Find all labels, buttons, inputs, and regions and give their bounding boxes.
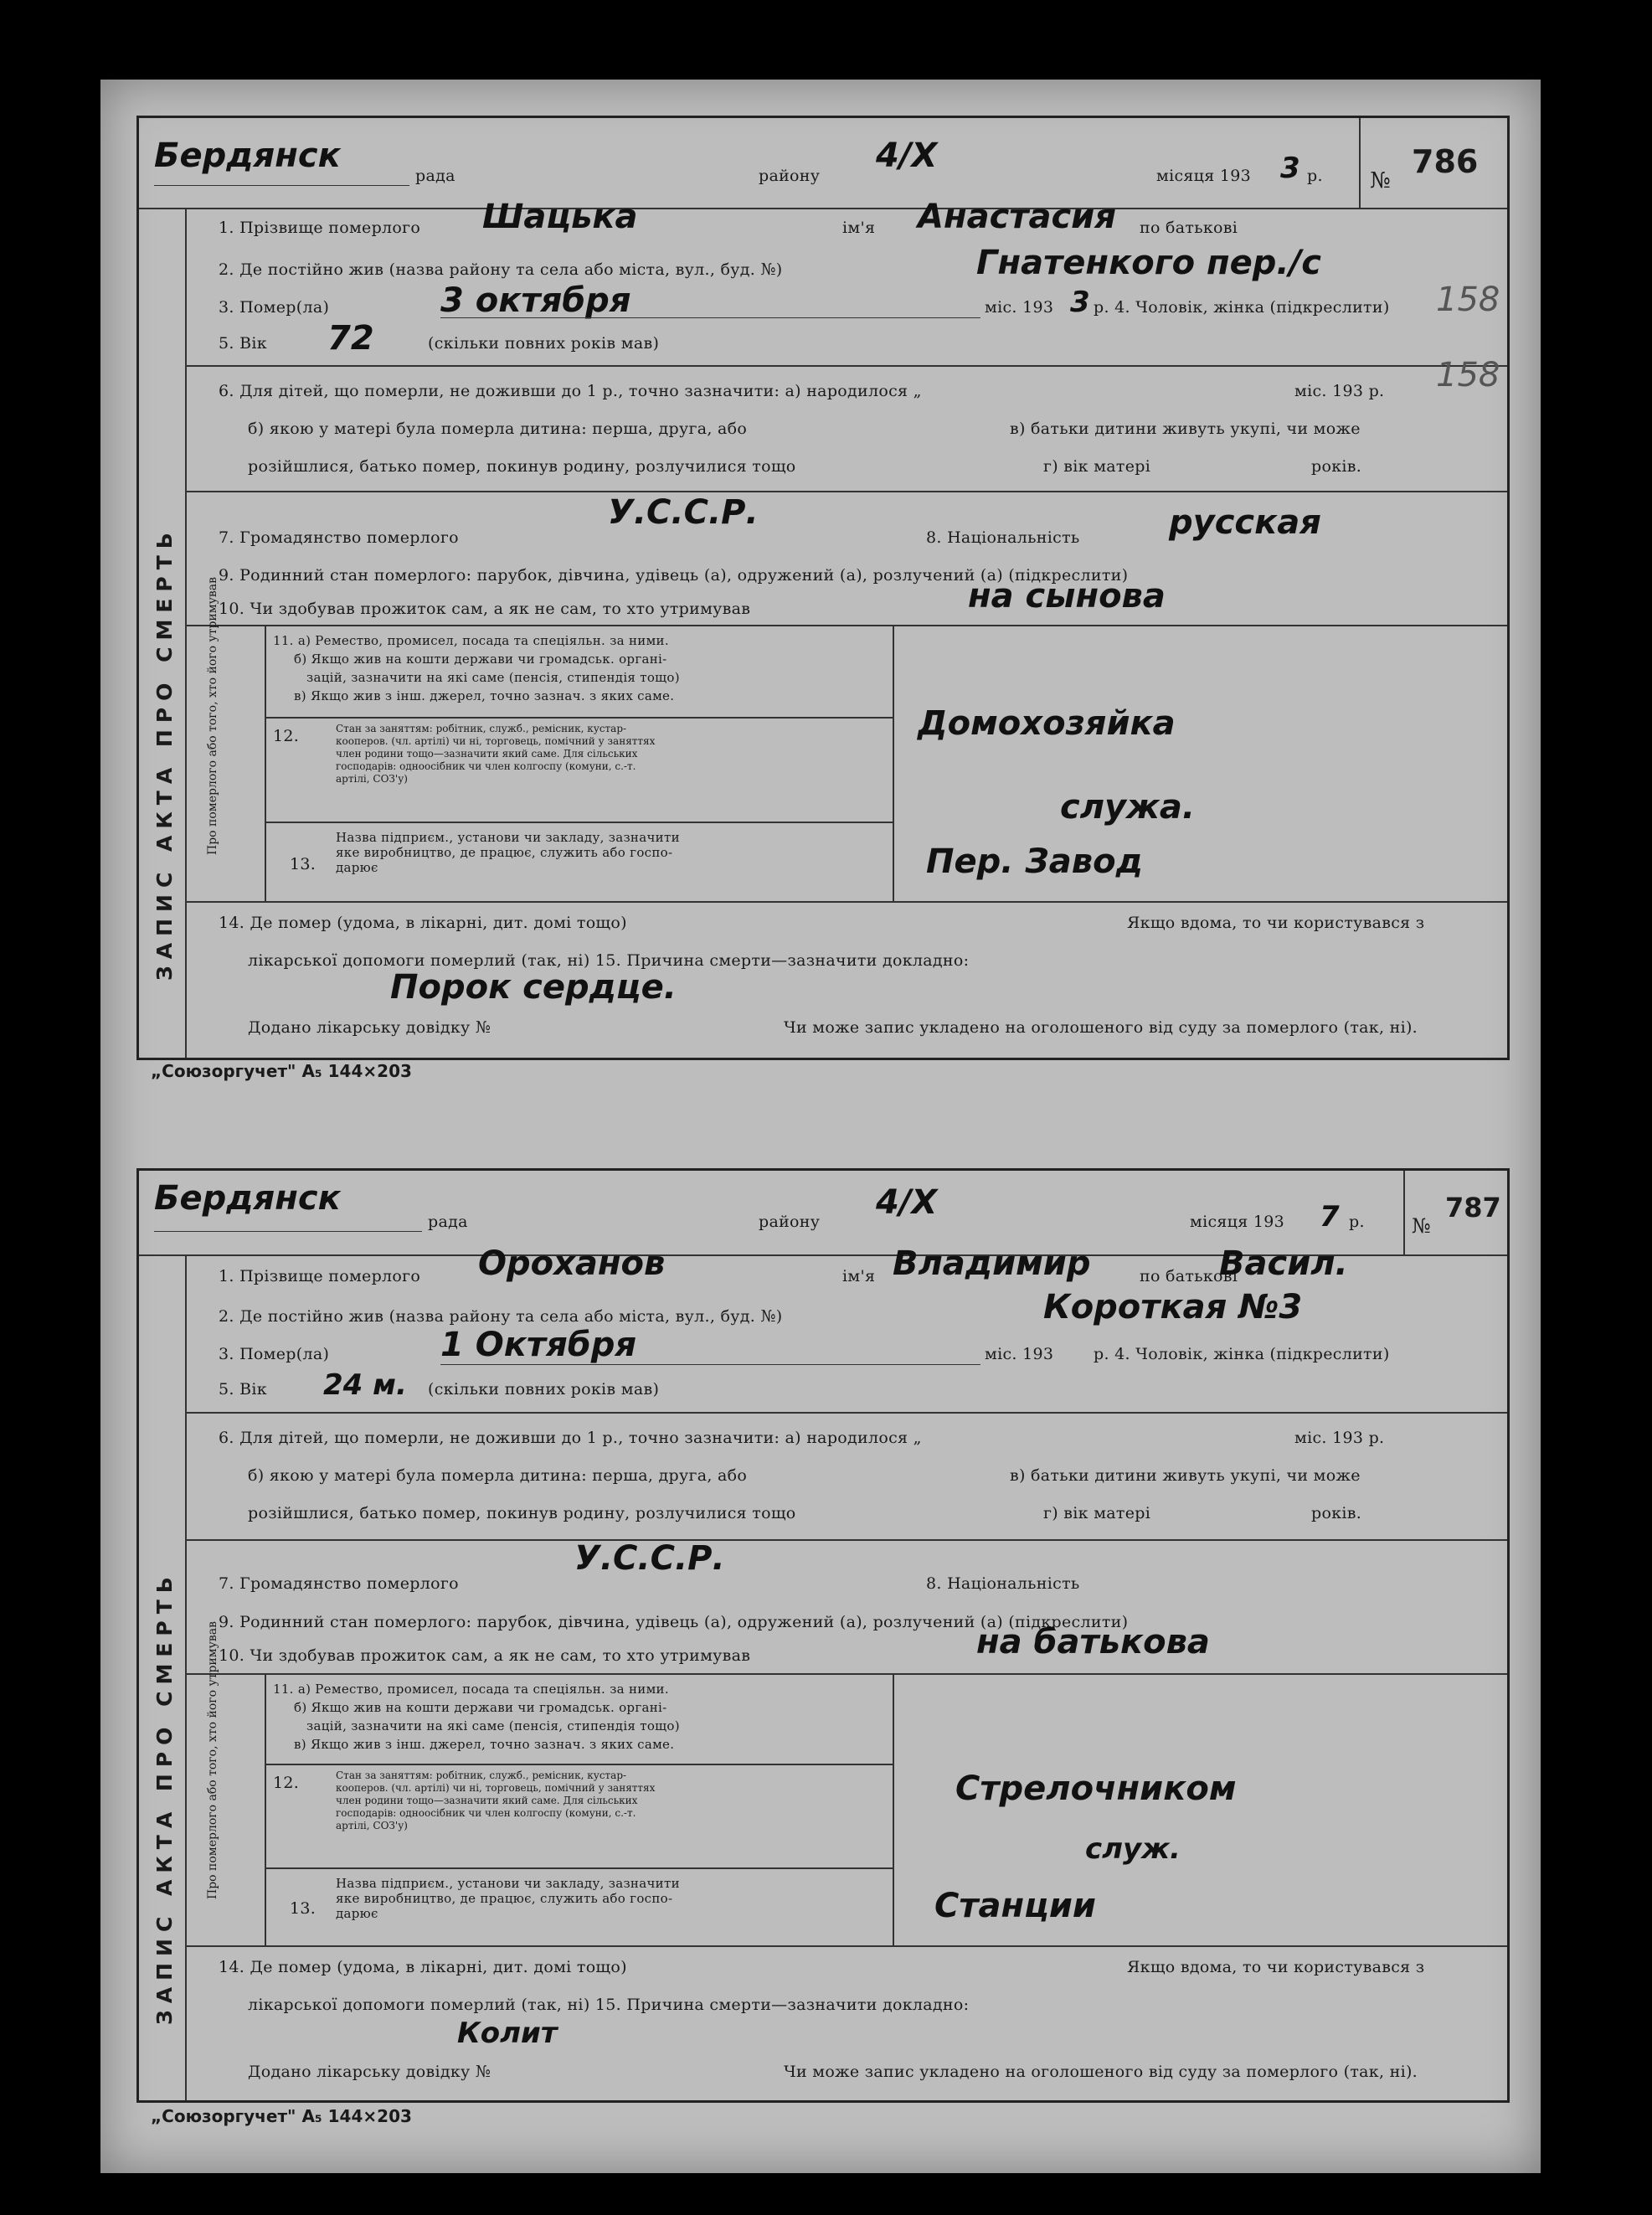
label-12-text: Стан за заняттям: робітник, служб., ремісник, кустар- кооперов. (чл. артілі) чи ні, торговець, помічний у заняттях член родини тощо—зазначити який саме. Для сільських господарів: одноосібник чи член колгоспу (комуни, с.-т. артілі, СОЗ'у) (336, 1769, 656, 1831)
label-11c: в) Якщо жив з інш. джерел, точно зазнач. з яких саме. (294, 1737, 675, 1752)
label-month-year: міс. 193 (985, 298, 1054, 317)
death-record-form-1 (136, 116, 1510, 1060)
rada-label: рада (428, 1213, 468, 1231)
label-address: 2. Де постійно жив (назва району та села або міста, вул., буд. №) (219, 260, 783, 279)
status-value: служа. (1060, 788, 1196, 827)
label-11b2: зацій, зазначити на які саме (пенсія, стипендія тощо) (306, 670, 680, 685)
label-nationality: 8. Національність (926, 1574, 1080, 1593)
death-record-form-2 (136, 1168, 1510, 2103)
side-sub-1: Про померлого або того, хто його утримував (206, 577, 219, 855)
workplace-value: Станции (934, 1887, 1096, 1925)
status-value: служ. (1085, 1832, 1181, 1866)
rada-label: рада (415, 167, 455, 185)
label-med-cert: Додано лікарську довідку № (248, 2063, 491, 2081)
label-supported: 10. Чи здобував прожиток сам, а як не сам, то хто утримував (219, 1646, 751, 1665)
death-year-value: 3 (1070, 286, 1090, 319)
raionu-label: району (759, 167, 821, 185)
label-age-hint: (скільки повних років мав) (428, 334, 660, 353)
cause-value: Колит (457, 2017, 558, 2050)
month-year-label: місяця 193 (1156, 167, 1251, 185)
raionu-label: району (759, 1213, 821, 1231)
label-death-place: 14. Де помер (удома, в лікарні, дит. домі тощо) (219, 1958, 627, 1976)
label-12-text: Стан за заняттям: робітник, служб., ремісник, кустар- кооперов. (чл. артілі) чи ні, торговець, помічний у заняттях член родини тощо—зазначити який саме. Для сільських господарів: одноосібник чи член колгоспу (комуни, с.-т. артілі, СОЗ'у) (336, 723, 656, 785)
label-patronymic: по батькові (1140, 1267, 1238, 1285)
surname-value: Ороханов (478, 1244, 666, 1283)
nationality-value: русская (1169, 503, 1321, 542)
label-cause: лікарської допомоги померлий (так, ні) 15. Причина смерти—зазначити докладно: (248, 951, 970, 970)
label-12: 12. (273, 727, 300, 745)
death-date-value: 1 Октября (440, 1326, 637, 1364)
label-13: 13. (290, 1899, 317, 1918)
label-supported: 10. Чи здобував прожиток сам, а як не сам, то хто утримував (219, 600, 751, 618)
pencil-number-1: 158 (1436, 281, 1500, 319)
rada-value: Бердянск (154, 1179, 341, 1218)
label-died: 3. Помер(ла) (219, 298, 330, 317)
document-sheet (100, 80, 1541, 2173)
label-infant-born: 6. Для дітей, що померли, не доживши до 1 р., точно зазначити: а) народилося „ (219, 1429, 922, 1447)
label-11b2: зацій, зазначити на які саме (пенсія, стипендія тощо) (306, 1718, 680, 1733)
label-sex: р. 4. Чоловік, жінка (підкреслити) (1094, 1345, 1390, 1363)
label-parents: в) батьки дитини живуть укупі, чи може (1010, 420, 1361, 438)
cause-value: Порок сердце. (390, 968, 677, 1007)
label-age: 5. Вік (219, 1380, 267, 1399)
number-label: № (1412, 1214, 1432, 1238)
label-age: 5. Вік (219, 334, 267, 353)
occupation-value: Стрелочником (955, 1769, 1237, 1808)
press-mark-2: „Союзоргучет" А₅ 144×203 (151, 2106, 412, 2126)
label-parents: в) батьки дитини живуть укупі, чи може (1010, 1466, 1361, 1485)
year-digit: 3 (1280, 152, 1300, 185)
label-11a: 11. а) Ремество, промисел, посада та спеціяльн. за ними. (273, 1682, 669, 1697)
citizenship-value: У.С.С.Р. (608, 493, 759, 532)
number-label: № (1370, 168, 1391, 193)
label-infant-month: міс. 193 р. (1294, 1429, 1385, 1447)
r-label: р. (1349, 1213, 1365, 1231)
label-citizenship: 7. Громадянство померлого (219, 1574, 459, 1593)
name-value: Владимир (893, 1244, 1091, 1283)
label-years: років. (1311, 1504, 1362, 1522)
address-value: Короткая №3 (1043, 1288, 1303, 1326)
patronymic-value: Васил. (1219, 1244, 1348, 1283)
label-11b: б) Якщо жив на кошти держави чи громадськ. органі- (294, 652, 667, 667)
address-value: Гнатенкого пер./с (976, 244, 1321, 282)
label-patronymic: по батькові (1140, 219, 1238, 237)
label-surname: 1. Прізвище померлого (219, 219, 421, 237)
supported-value: на батькова (976, 1623, 1210, 1661)
label-died: 3. Помер(ла) (219, 1345, 330, 1363)
record-number: 787 (1445, 1192, 1501, 1223)
workplace-value: Пер. Завод (926, 842, 1143, 881)
side-sub-2: Про померлого або того, хто його утримував (206, 1621, 219, 1899)
label-if-home: Якщо вдома, то чи користувався з (1127, 914, 1425, 932)
label-11a: 11. а) Ремество, промисел, посада та спеціяльн. за ними. (273, 633, 669, 648)
label-13-text: Назва підприєм., установи чи закладу, зазначити яке виробництво, де працює, служить або госпо- дарює (336, 830, 680, 875)
label-infant-month: міс. 193 р. (1294, 382, 1385, 400)
label-12: 12. (273, 1774, 300, 1792)
label-citizenship: 7. Громадянство померлого (219, 528, 459, 547)
r-label: р. (1307, 167, 1323, 185)
label-court: Чи може запис укладено на оголошеного від суду за померлого (так, ні). (784, 2063, 1418, 2081)
label-13: 13. (290, 855, 317, 873)
label-mother-age: г) вік матері (1043, 457, 1151, 476)
label-address: 2. Де постійно жив (назва району та села або міста, вул., буд. №) (219, 1307, 783, 1326)
label-court: Чи може запис укладено на оголошеного від суду за померлого (так, ні). (784, 1018, 1418, 1037)
label-infant-order: б) якою у матері була померла дитина: перша, друга, або (248, 1466, 748, 1485)
citizenship-value: У.С.С.Р. (574, 1539, 725, 1578)
label-years: років. (1311, 457, 1362, 476)
raionu-value: 4/Х (876, 1183, 938, 1222)
supported-value: на сынова (968, 577, 1166, 616)
label-13-text: Назва підприєм., установи чи закладу, зазначити яке виробництво, де працює, служить або госпо- дарює (336, 1876, 680, 1921)
label-11b: б) Якщо жив на кошти держави чи громадськ. органі- (294, 1700, 667, 1715)
label-parents-2: розійшлися, батько помер, покинув родину, розлучилися тощо (248, 457, 796, 476)
raionu-value: 4/Х (876, 137, 938, 175)
name-value: Анастасия (918, 198, 1116, 236)
label-month-year: міс. 193 (985, 1345, 1054, 1363)
label-if-home: Якщо вдома, то чи користувався з (1127, 1958, 1425, 1976)
age-value: 24 м. (323, 1368, 407, 1402)
label-cause: лікарської допомоги померлий (так, ні) 15. Причина смерти—зазначити докладно: (248, 1996, 970, 2014)
label-infant-born: 6. Для дітей, що померли, не доживши до 1 р., точно зазначити: а) народилося „ (219, 382, 922, 400)
label-parents-2: розійшлися, батько помер, покинув родину, розлучилися тощо (248, 1504, 796, 1522)
label-med-cert: Додано лікарську довідку № (248, 1018, 491, 1037)
label-surname: 1. Прізвище померлого (219, 1267, 421, 1285)
label-death-place: 14. Де помер (удома, в лікарні, дит. домі тощо) (219, 914, 627, 932)
pencil-number-2: 158 (1436, 356, 1500, 394)
label-sex: р. 4. Чоловік, жінка (підкреслити) (1094, 298, 1390, 317)
press-mark-1: „Союзоргучет" А₅ 144×203 (151, 1061, 412, 1081)
label-name: ім'я (842, 1267, 876, 1285)
label-age-hint: (скільки повних років мав) (428, 1380, 660, 1399)
side-title: ЗАПИС АКТА ПРО СМЕРТЬ (152, 526, 177, 981)
side-title: ЗАПИС АКТА ПРО СМЕРТЬ (152, 1570, 177, 2025)
label-marital: 9. Родинний стан померлого: парубок, дівчина, удівець (а), одружений (а), розлучений (а) (підкреслити) (219, 566, 1129, 585)
month-year-label: місяця 193 (1190, 1213, 1284, 1231)
age-value: 72 (327, 319, 374, 358)
label-mother-age: г) вік матері (1043, 1504, 1151, 1522)
label-marital: 9. Родинний стан померлого: парубок, дівчина, удівець (а), одружений (а), розлучений (а) (підкреслити) (219, 1613, 1129, 1631)
record-number: 786 (1412, 143, 1479, 180)
death-date-value: 3 октября (440, 281, 631, 320)
rada-value: Бердянск (154, 137, 341, 175)
occupation-value: Домохозяйка (918, 704, 1176, 743)
label-11c: в) Якщо жив з інш. джерел, точно зазнач. з яких саме. (294, 688, 675, 703)
label-infant-order: б) якою у матері була померла дитина: перша, друга, або (248, 420, 748, 438)
year-digit: 7 (1320, 1200, 1340, 1234)
surname-value: Шацька (482, 198, 638, 236)
label-nationality: 8. Національність (926, 528, 1080, 547)
label-name: ім'я (842, 219, 876, 237)
